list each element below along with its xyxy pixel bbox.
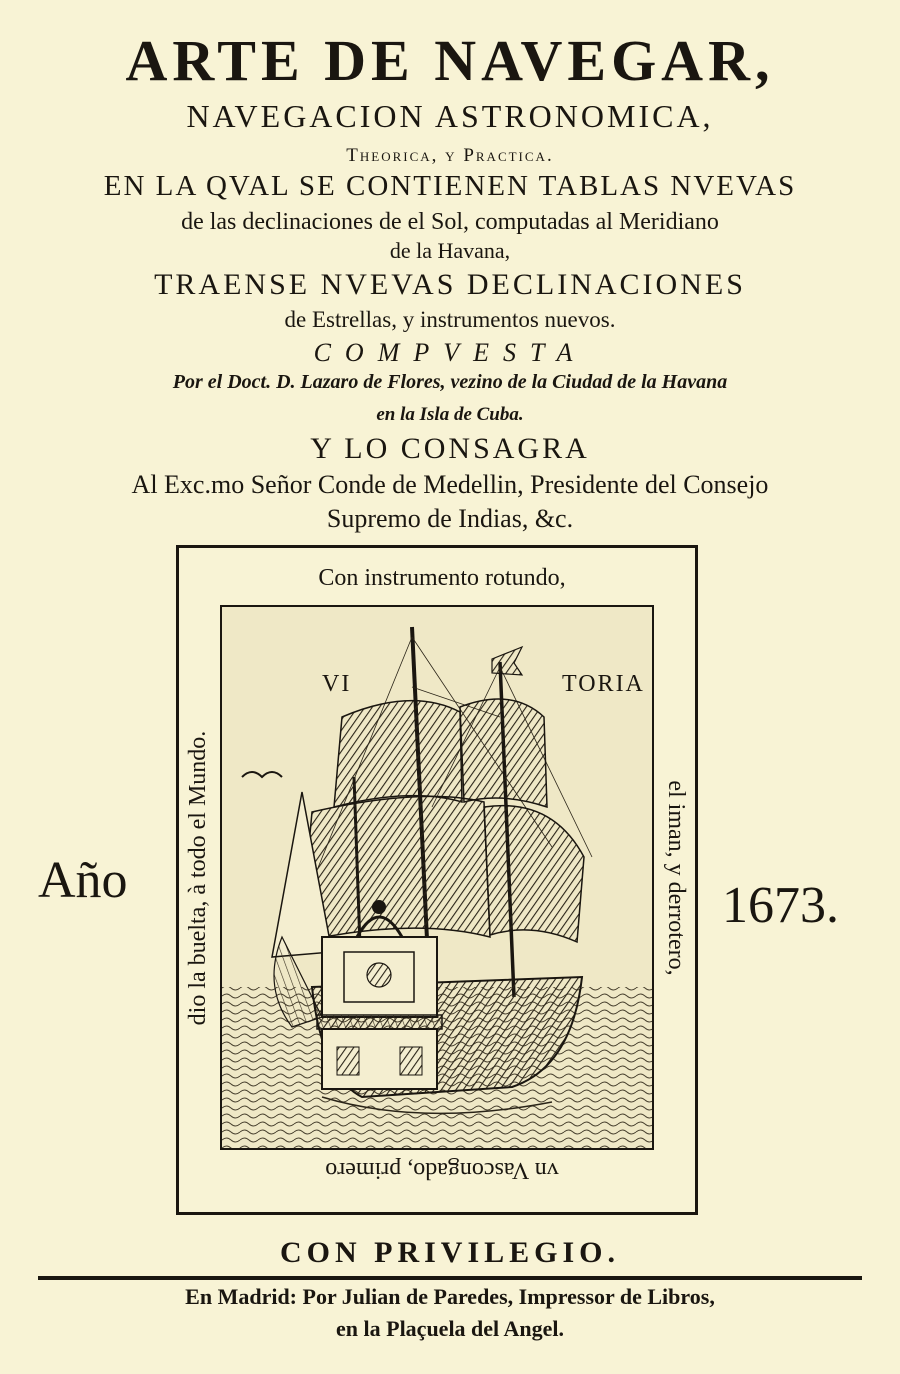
- fore-course-sail: [484, 806, 584, 942]
- ship-name-right: TORIA: [562, 671, 645, 697]
- privilege-line: CON PRIVILEGIO.: [279, 1236, 621, 1269]
- dedication-label: Y LO CONSAGRA: [310, 432, 590, 465]
- bird-icon: [242, 772, 282, 777]
- subtitle-small: Theorica, y Practica.: [346, 145, 554, 166]
- main-title: ARTE DE NAVEGAR,: [125, 28, 775, 93]
- ship-name-left: VI: [322, 671, 352, 697]
- main-course-sail: [300, 796, 490, 942]
- lantern: [372, 900, 386, 914]
- frame-caption-bottom: vn Vascongado, primero: [325, 1157, 559, 1183]
- contents-line: EN LA QVAL SE CONTIENEN TABLAS NVEVAS: [103, 170, 797, 202]
- divider-rule: [38, 1276, 862, 1280]
- main-topsail: [334, 701, 462, 807]
- imprint-line-2: en la Plaçuela del Angel.: [336, 1316, 564, 1341]
- contents-detail: de las declinaciones de el Sol, computadas al Meridiano: [181, 209, 719, 235]
- year-label: Año: [38, 852, 128, 909]
- frame-caption-right: el iman, y derrotero,: [663, 780, 689, 976]
- fore-topsail: [460, 699, 547, 807]
- imprint-line: En Madrid: Por Julian de Paredes, Impressor de Libros,: [185, 1284, 715, 1309]
- author-line: Por el Doct. D. Lazaro de Flores, vezino de la Ciudad de la Havana: [172, 371, 728, 393]
- declinations-detail: de Estrellas, y instrumentos nuevos.: [284, 307, 616, 332]
- stern-window-right: [400, 1047, 422, 1075]
- dedicatee-line: Al Exc.mo Señor Conde de Medellin, Presidente del Consejo: [131, 470, 769, 499]
- dedicatee-line-2: Supremo de Indias, &c.: [326, 504, 574, 533]
- contents-detail-2: de la Havana,: [389, 238, 511, 263]
- crest: [367, 963, 391, 987]
- frame-caption-top: Con instrumento rotundo,: [318, 565, 566, 591]
- subtitle: NAVEGACION ASTRONOMICA,: [186, 98, 714, 134]
- stern-window-left: [337, 1047, 359, 1075]
- declinations-line: TRAENSE NVEVAS DECLINACIONES: [154, 268, 746, 301]
- frame-caption-left: dio la buelta, à todo el Mundo.: [185, 730, 211, 1026]
- author-place: en la Isla de Cuba.: [376, 404, 524, 425]
- flag: [492, 647, 522, 675]
- year-value: 1673.: [722, 877, 839, 934]
- composed-label: COMPVESTA: [313, 338, 587, 367]
- gallery: [317, 1015, 442, 1029]
